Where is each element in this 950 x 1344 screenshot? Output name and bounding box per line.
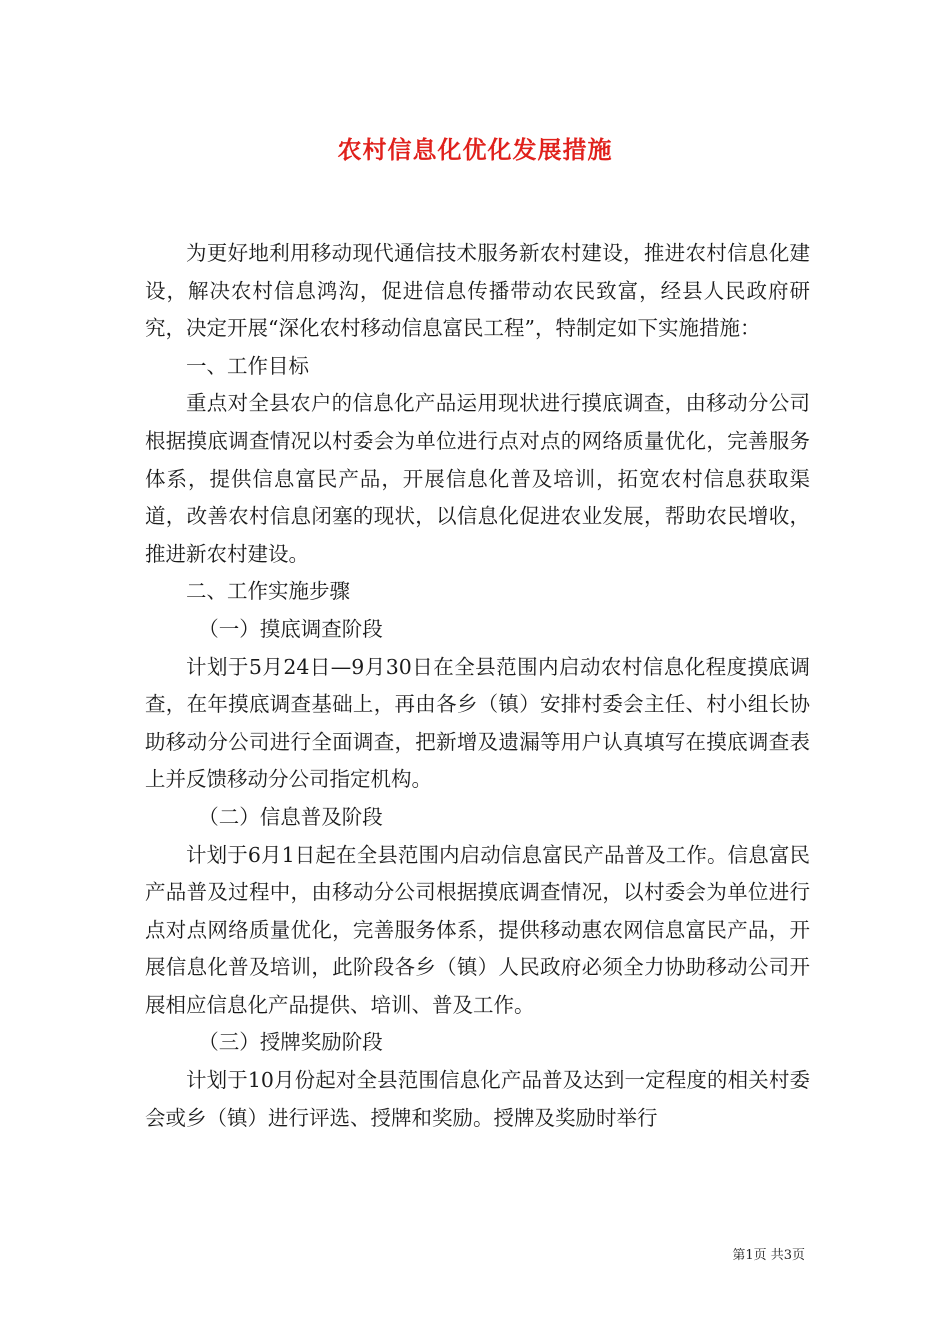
subheading-award: （三）授牌奖励阶段 — [198, 1030, 383, 1055]
document-body — [145, 235, 810, 1137]
subheading-popularization: （二）信息普及阶段 — [198, 804, 383, 829]
document-title: 农村信息化优化发展措施 — [337, 135, 613, 164]
popularization-paragraph: 计划于6月1日起在全县范围内启动信息富民产品普及工作。信息富民产品普及过程中，由移动分公司根据摸底调查情况，以村委会为单位进行点对点网络质量优化，完善服务体系，提供移动惠农网信息富民产品，开展信息化普及培训，此阶段各乡（镇）人民政府必须全力协助移动公司开展相应信息化产品提供、培训、普及工作。 — [145, 842, 810, 1017]
intro-paragraph: 为更好地利用移动现代通信技术服务新农村建设，推进农村信息化建设，解决农村信息鸿沟，促进信息传播带动农民致富，经县人民政府研究，决定开展“深化农村移动信息富民工程”，特制定如下实施措施： — [145, 241, 810, 341]
subheading-survey: （一）摸底调查阶段 — [198, 616, 383, 641]
goals-paragraph: 重点对全县农户的信息化产品运用现状进行摸底调查，由移动分公司根据摸底调查情况以村委会为单位进行点对点的网络质量优化，完善服务体系，提供信息富民产品，开展信息化普及培训，拓宽农村信息获取渠道，改善农村信息闭塞的现状，以信息化促进农业发展，帮助农民增收，推进新农村建设。 — [145, 391, 810, 566]
award-paragraph: 计划于10月份起对全县范围信息化产品普及达到一定程度的相关村委会或乡（镇）进行评选、授牌和奖励。授牌及奖励时举行 — [145, 1068, 810, 1130]
section-heading-goals: 一、工作目标 — [186, 353, 309, 378]
section-heading-steps: 二、工作实施步骤 — [186, 579, 350, 604]
survey-paragraph: 计划于5月24日—9月30日在全县范围内启动农村信息化程度摸底调查，在年摸底调查基础上，再由各乡（镇）安排村委会主任、村小组长协助移动分公司进行全面调查，把新增及遗漏等用户认真填写在摸底调查表上并反馈移动分公司指定机构。 — [145, 654, 810, 792]
page-number: 第1页 共3页 — [732, 1248, 805, 1263]
